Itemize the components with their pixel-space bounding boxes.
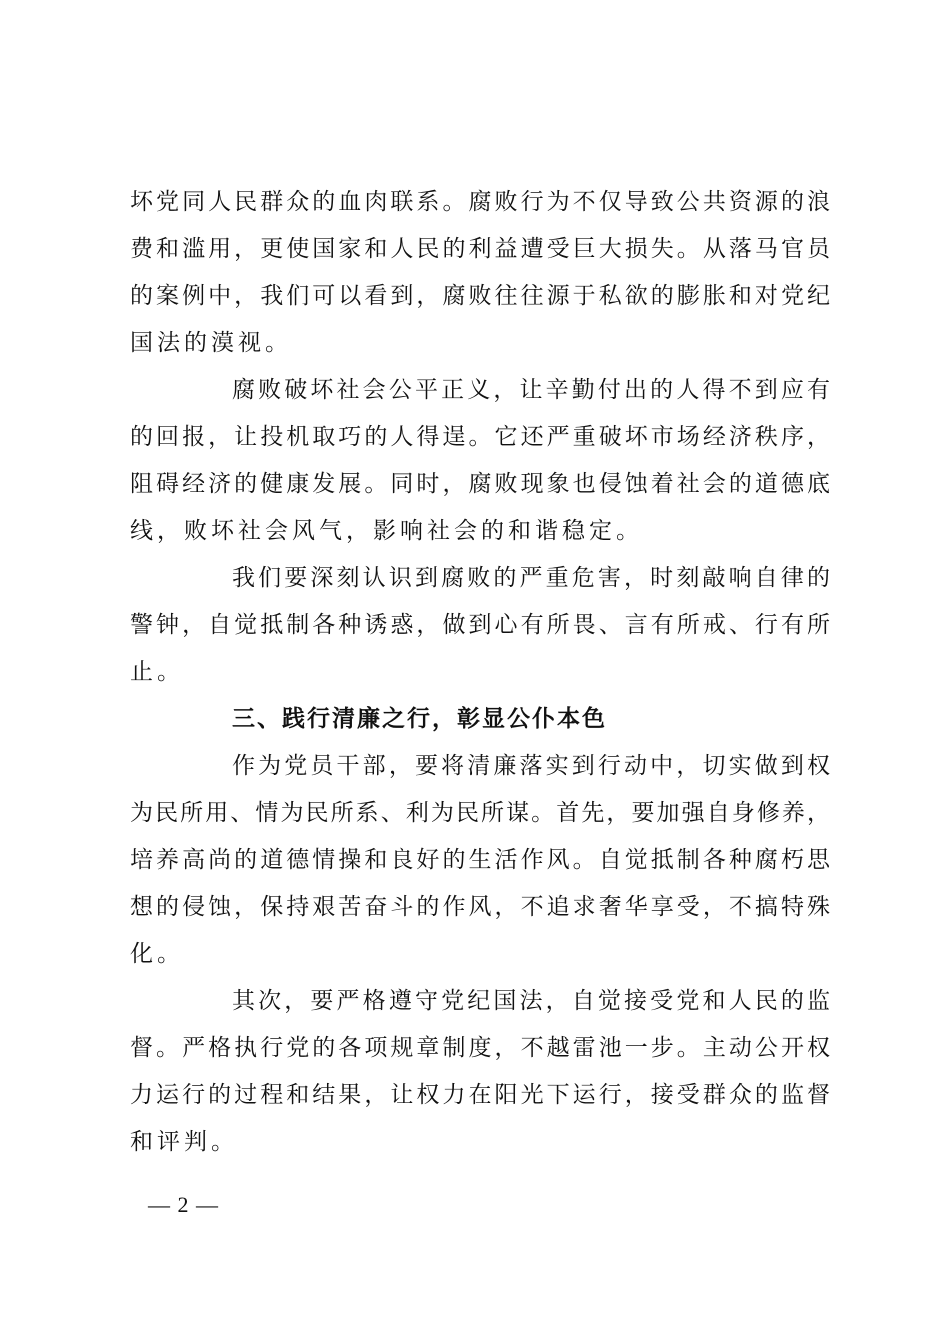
body-line: 化。: [130, 941, 184, 967]
body-line: 力运行的过程和结果，让权力在阳光下运行，接受群众的监督: [130, 1082, 830, 1108]
page-number: — 2 —: [148, 1192, 219, 1217]
body-line: 培养高尚的道德情操和良好的生活作风。自觉抵制各种腐朽思: [130, 847, 830, 873]
paragraph-first-line: 腐败破坏社会公平正义，让辛勤付出的人得不到应有: [232, 377, 830, 403]
body-line: 想的侵蚀，保持艰苦奋斗的作风，不追求奢华享受，不搞特殊: [130, 894, 830, 920]
body-line: 费和滥用，更使国家和人民的利益遭受巨大损失。从落马官员: [130, 236, 830, 262]
body-line: 坏党同人民群众的血肉联系。腐败行为不仅导致公共资源的浪: [130, 189, 830, 215]
section-heading: 三、践行清廉之行，彰显公仆本色: [232, 706, 607, 732]
body-line: 阻碍经济的健康发展。同时，腐败现象也侵蚀着社会的道德底: [130, 471, 830, 497]
body-line: 警钟，自觉抵制各种诱惑，做到心有所畏、言有所戒、行有所: [130, 612, 830, 638]
body-line: 国法的漠视。: [130, 330, 292, 356]
body-line: 的回报，让投机取巧的人得逞。它还严重破坏市场经济秩序，: [130, 424, 830, 450]
body-line: 督。严格执行党的各项规章制度，不越雷池一步。主动公开权: [130, 1035, 830, 1061]
body-line: 的案例中，我们可以看到，腐败往往源于私欲的膨胀和对党纪: [130, 283, 830, 309]
paragraph-first-line: 作为党员干部，要将清廉落实到行动中，切实做到权: [232, 753, 830, 779]
body-line: 为民所用、情为民所系、利为民所谋。首先，要加强自身修养，: [130, 800, 830, 826]
paragraph-first-line: 我们要深刻认识到腐败的严重危害，时刻敲响自律的: [232, 565, 830, 591]
body-line: 和评判。: [130, 1129, 238, 1155]
body-line: 线，败坏社会风气，影响社会的和谐稳定。: [130, 518, 643, 544]
paragraph-first-line: 其次，要严格遵守党纪国法，自觉接受党和人民的监: [232, 988, 830, 1014]
body-line: 止。: [130, 659, 184, 685]
